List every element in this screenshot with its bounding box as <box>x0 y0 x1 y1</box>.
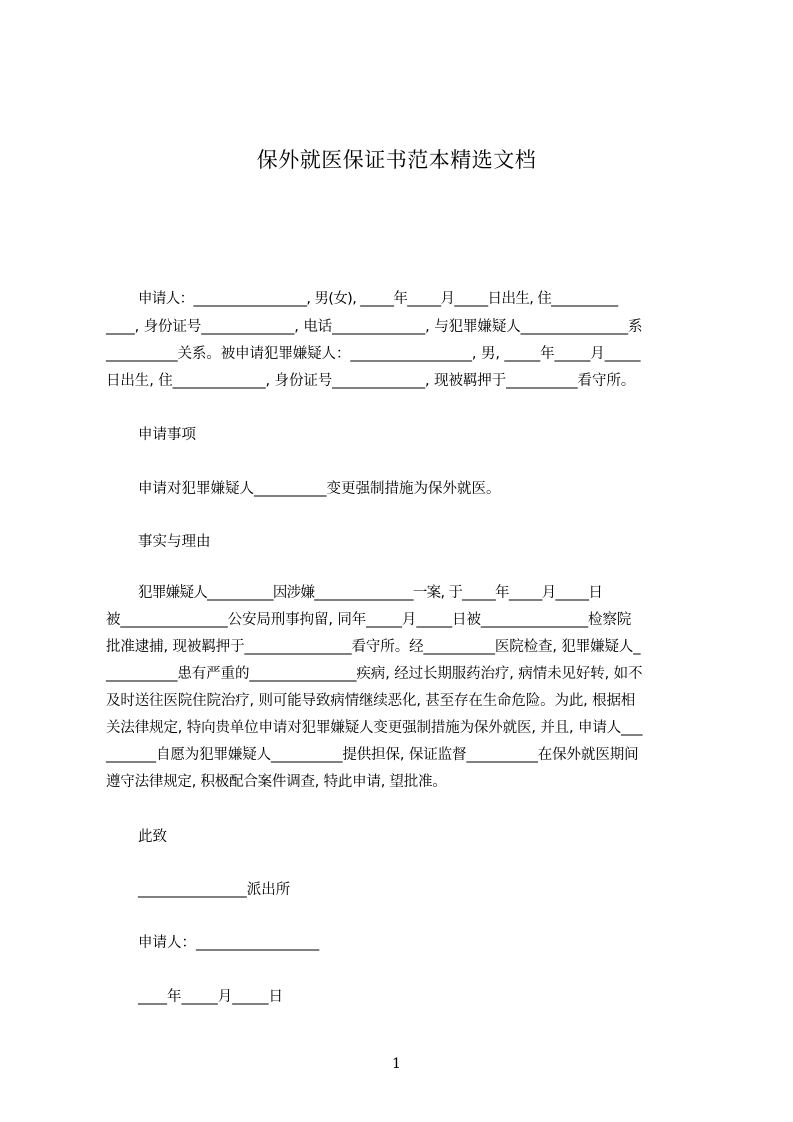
page-number: 1 <box>392 1056 401 1072</box>
applicant-signature-line: 申请人：_________________ <box>138 935 320 951</box>
paragraph-2-line-6: 关法律规定, 特向贵单位申请对犯罪嫌疑人变更强制措施为保外就医, 并且, 申请人___ <box>106 720 643 736</box>
paragraph-1-line-3: __________关系。被申请犯罪嫌疑人：_________________, 男, _____年_____月_____ <box>106 346 641 362</box>
paragraph-2-line-2: 被_______________公安局刑事拘留, 同年_____月_____日被_______________检察院 <box>106 612 632 628</box>
paragraph-2-line-7: _______自愿为犯罪嫌疑人__________提供担保, 保证监督__________在保外就医期间 <box>106 747 639 763</box>
paragraph-2-line-1: 犯罪嫌疑人__________因涉嫌_______________一案, 于_____年_____月_____日 <box>138 585 603 601</box>
paragraph-2-line-8: 遵守法律规定, 积极配合案件调查, 特此申请, 望批准。 <box>106 774 447 790</box>
paragraph-2-line-3: 批准逮捕, 现被羁押于_______________看守所。经__________医院检查, 犯罪嫌疑人_ <box>106 639 641 655</box>
heading-request-items: 申请事项 <box>138 427 196 443</box>
heading-facts-reasons: 事实与理由 <box>138 534 211 550</box>
document-title: 保外就医保证书范本精选文档 <box>256 148 537 172</box>
paragraph-1-line-4: 日出生, 住_____________, 身份证号_____________, 现被羁押于__________看守所。 <box>106 373 636 389</box>
paragraph-1-line-2: ____, 身份证号_____________, 电话_____________, 与犯罪嫌疑人_______________系 <box>106 319 643 335</box>
paragraph-2-line-5: 及时送往医院住院治疗, 则可能导致病情继续恶化, 甚至存在生命危险。为此, 根据相 <box>106 693 636 709</box>
request-item-text: 申请对犯罪嫌疑人__________变更强制措施为保外就医。 <box>138 481 501 497</box>
paragraph-2-line-4: __________患有严重的_______________疾病, 经过长期服药治疗, 病情未见好转, 如不 <box>106 666 643 682</box>
closing-salutation: 此致 <box>138 829 167 845</box>
paragraph-1-line-1: 申请人：_________________, 男(女), _____年_____月_____日出生, 住__________ <box>138 291 618 307</box>
recipient-line: _______________派出所 <box>138 882 291 898</box>
date-line: ____年_____月_____日 <box>138 989 283 1005</box>
